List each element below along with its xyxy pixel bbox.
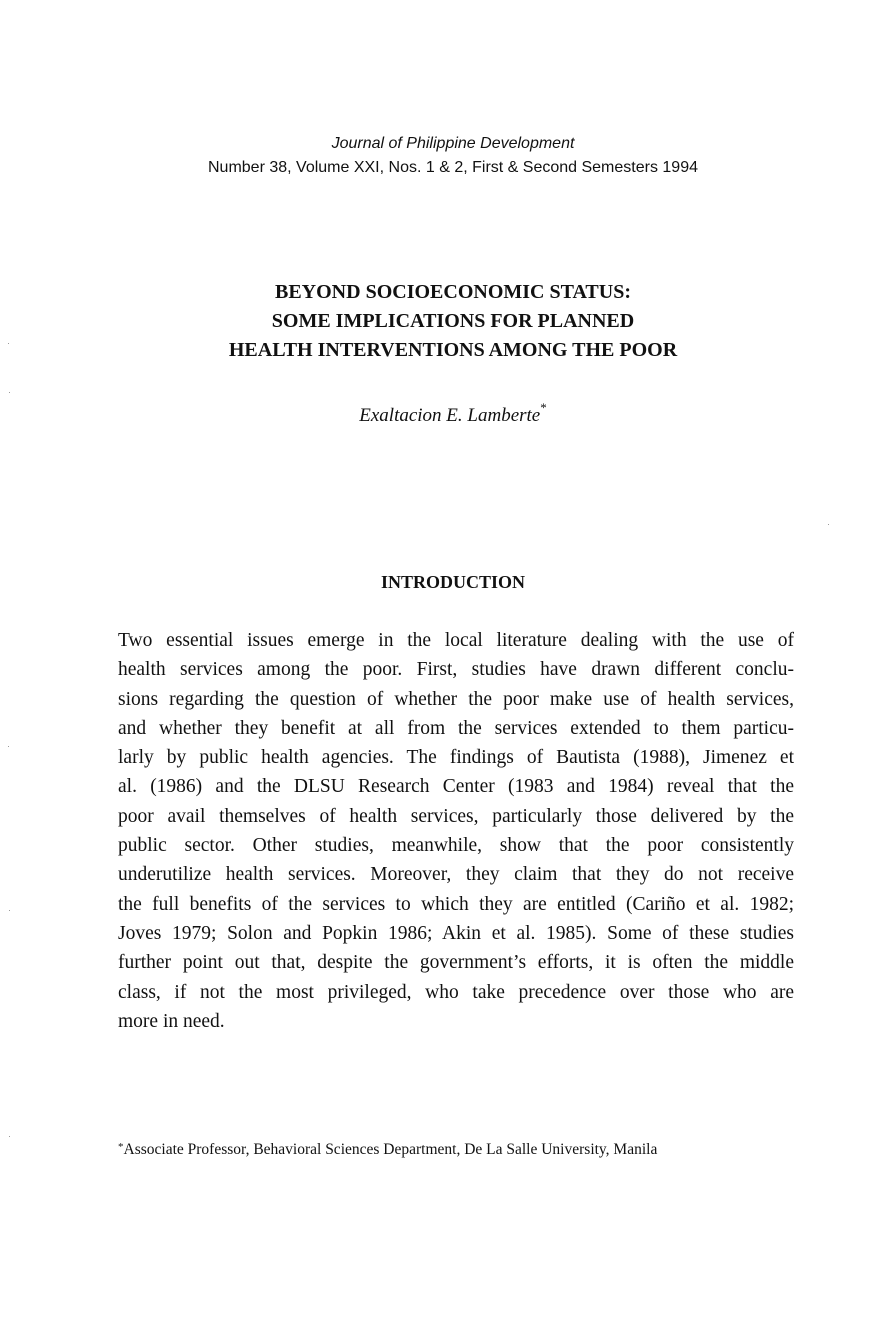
author-footnote-mark: *: [540, 400, 547, 415]
paragraph-line: class, if not the most privileged, who take precedence over those who are: [118, 981, 794, 1003]
paragraph-line: further point out that, despite the government’s efforts, it is often the middle: [118, 952, 794, 974]
introduction-paragraph: [118, 626, 794, 1036]
paragraph-line: public sector. Other studies, meanwhile, show that the poor consistently: [118, 835, 794, 857]
footnote: [118, 1136, 798, 1161]
paragraph-line: health services among the poor. First, studies have drawn different conclu-: [118, 659, 794, 681]
title-line: SOME IMPLICATIONS FOR PLANNED: [271, 310, 635, 332]
paragraph-line: underutilize health services. Moreover, they claim that they do not receive: [118, 864, 794, 886]
article-title: [0, 278, 888, 365]
scan-speck: [828, 524, 829, 525]
paragraph-line: Joves 1979; Solon and Popkin 1986; Akin et al. 1985). Some of these studies: [118, 922, 794, 944]
paragraph-line: the full benefits of the services to which they are entitled (Cariño et al. 1982;: [118, 893, 794, 915]
footnote-mark: *: [118, 1141, 124, 1153]
issue-line: Number 38, Volume XXI, Nos. 1 & 2, First & Second Semesters 1994: [207, 159, 698, 176]
title-line: HEALTH INTERVENTIONS AMONG THE POOR: [228, 339, 678, 361]
author-byline: [0, 394, 888, 430]
journal-header: [0, 132, 888, 180]
scan-speck: [9, 392, 10, 393]
footnote-text: Associate Professor, Behavioral Sciences Department, De La Salle University, Manila: [123, 1141, 658, 1158]
journal-name: Journal of Philippine Development: [331, 135, 575, 152]
paragraph-line: more in need.: [118, 1010, 225, 1032]
scan-speck: [8, 343, 9, 344]
paragraph-line: Two essential issues emerge in the local literature dealing with the use of: [118, 630, 794, 651]
author-name: Exaltacion E. Lamberte: [359, 405, 541, 426]
section-heading: INTRODUCTION: [380, 572, 526, 592]
paragraph-line: sions regarding the question of whether the poor make use of health services,: [118, 688, 794, 710]
scan-speck: [9, 910, 10, 911]
scan-speck: [8, 746, 9, 747]
paragraph-line: and whether they benefit at all from the services extended to them particu-: [118, 717, 794, 739]
paragraph-line: poor avail themselves of health services, particularly those delivered by the: [118, 805, 794, 827]
title-line: BEYOND SOCIOECONOMIC STATUS:: [275, 281, 631, 303]
scan-speck: [9, 1136, 10, 1137]
paragraph-line: larly by public health agencies. The findings of Bautista (1988), Jimenez et: [118, 747, 794, 769]
paragraph-line: al. (1986) and the DLSU Research Center (1983 and 1984) reveal that the: [118, 776, 794, 798]
